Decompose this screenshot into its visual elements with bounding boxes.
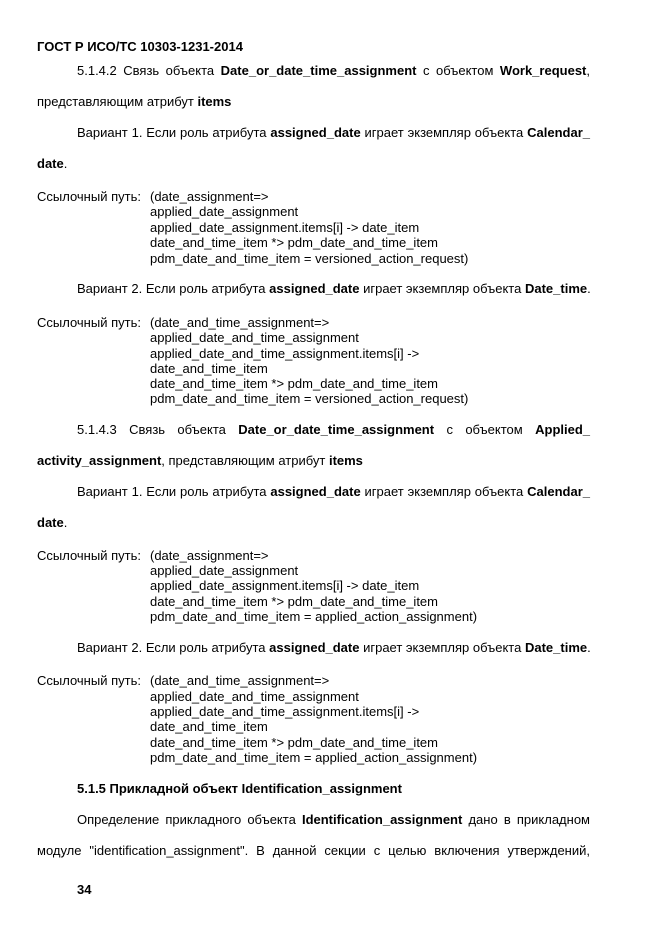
reference-path-line: pdm_date_and_time_item = applied_action_assignment) — [150, 750, 478, 765]
text: , — [586, 63, 591, 78]
variant1-line1 — [77, 484, 590, 499]
clause-5-1-4-3-line1 — [77, 422, 590, 437]
entity-name: Identification_assignment — [301, 812, 463, 827]
entity-name: activity_assignment — [37, 453, 162, 468]
text: , представляющим атрибут — [161, 453, 329, 468]
reference-path-line: (date_assignment=> — [150, 548, 269, 563]
text: Вариант 2. Если роль атрибута — [77, 640, 270, 655]
attribute-name: assigned_date — [269, 640, 360, 655]
page-number: 34 — [77, 882, 92, 897]
reference-path-line: applied_date_and_time_assignment — [150, 689, 359, 704]
clause-5-1-4-2-line2 — [37, 94, 590, 109]
attribute-name: assigned_date — [270, 484, 361, 499]
entity-name: Date_or_date_time_assignment — [238, 422, 435, 437]
entity-name: Calendar_ — [527, 125, 590, 140]
reference-path-label: Ссылочный путь: — [37, 189, 141, 204]
reference-path-label: Ссылочный путь: — [37, 315, 141, 330]
entity-name: Calendar_ — [527, 484, 590, 499]
reference-path-line: applied_date_assignment.items[i] -> date_item — [150, 220, 420, 235]
text: с объектом — [416, 63, 500, 78]
reference-path-line: applied_date_assignment — [150, 204, 299, 219]
text: Вариант 1. Если роль атрибута — [77, 125, 271, 140]
definition-line1 — [77, 812, 590, 827]
reference-path-line: date_and_time_item — [150, 719, 268, 734]
text: Вариант 1. Если роль атрибута — [77, 484, 271, 499]
variant1-line1 — [77, 125, 590, 140]
reference-path-line: (date_and_time_assignment=> — [150, 315, 330, 330]
attribute-name: assigned_date — [269, 281, 360, 296]
attribute-name: assigned_date — [270, 125, 361, 140]
text: . — [63, 156, 68, 171]
clause-5-1-4-3-line2 — [37, 453, 590, 468]
reference-path-line: date_and_time_item *> pdm_date_and_time_item — [150, 376, 438, 391]
section-heading: 5.1.5 Прикладной объект Identification_assignment — [77, 781, 402, 796]
entity-name: date — [37, 515, 64, 530]
variant1-line2 — [37, 156, 590, 171]
reference-path-line: applied_date_and_time_assignment.items[i] -> — [150, 346, 420, 361]
entity-name: Date_time — [524, 640, 588, 655]
page-header: ГОСТ Р ИСО/ТС 10303-1231-2014 — [37, 39, 243, 54]
variant2-line — [77, 640, 630, 655]
attribute-name: items — [328, 453, 363, 468]
reference-path-line: date_and_time_item *> pdm_date_and_time_item — [150, 594, 438, 609]
entity-name: Applied_ — [535, 422, 591, 437]
text: с объектом — [434, 422, 536, 437]
text: играет экземпляр объекта — [359, 640, 525, 655]
text: 5.1.4.3 Связь объекта — [77, 422, 239, 437]
reference-path-line: date_and_time_item *> pdm_date_and_time_item — [150, 735, 438, 750]
reference-path-line: pdm_date_and_time_item = versioned_action_request) — [150, 391, 469, 406]
text: Вариант 2. Если роль атрибута — [77, 281, 270, 296]
variant1-line2 — [37, 515, 590, 530]
reference-path-line: applied_date_assignment — [150, 563, 299, 578]
text: играет экземпляр объекта — [360, 125, 528, 140]
text: играет экземпляр объекта — [360, 484, 528, 499]
reference-path-line: (date_and_time_assignment=> — [150, 673, 330, 688]
text: 5.1.4.2 Связь объекта — [77, 63, 221, 78]
entity-name: Work_request — [499, 63, 587, 78]
text: дано в прикладном — [462, 812, 590, 827]
reference-path-line: applied_date_and_time_assignment — [150, 330, 359, 345]
text: играет экземпляр объекта — [359, 281, 525, 296]
reference-path-label: Ссылочный путь: — [37, 548, 141, 563]
reference-path-line: pdm_date_and_time_item = applied_action_assignment) — [150, 609, 478, 624]
entity-name: Date_time — [524, 281, 588, 296]
reference-path-line: (date_assignment=> — [150, 189, 269, 204]
attribute-name: items — [197, 94, 232, 109]
text: Определение прикладного объекта — [77, 812, 302, 827]
clause-5-1-4-2-line1 — [77, 63, 590, 78]
entity-name: date — [37, 156, 64, 171]
variant2-line — [77, 281, 630, 296]
text: . — [63, 515, 68, 530]
text: . — [587, 640, 591, 655]
text: . — [587, 281, 591, 296]
text: представляющим атрибут — [37, 94, 198, 109]
definition-line2: модуле "identification_assignment". В данной секции с целью включения утверждений, — [37, 843, 590, 858]
reference-path-line: applied_date_assignment.items[i] -> date_item — [150, 578, 420, 593]
reference-path-label: Ссылочный путь: — [37, 673, 141, 688]
reference-path-line: date_and_time_item *> pdm_date_and_time_item — [150, 235, 438, 250]
reference-path-line: date_and_time_item — [150, 361, 268, 376]
entity-name: Date_or_date_time_assignment — [220, 63, 417, 78]
reference-path-line: pdm_date_and_time_item = versioned_action_request) — [150, 251, 469, 266]
reference-path-line: applied_date_and_time_assignment.items[i] -> — [150, 704, 420, 719]
